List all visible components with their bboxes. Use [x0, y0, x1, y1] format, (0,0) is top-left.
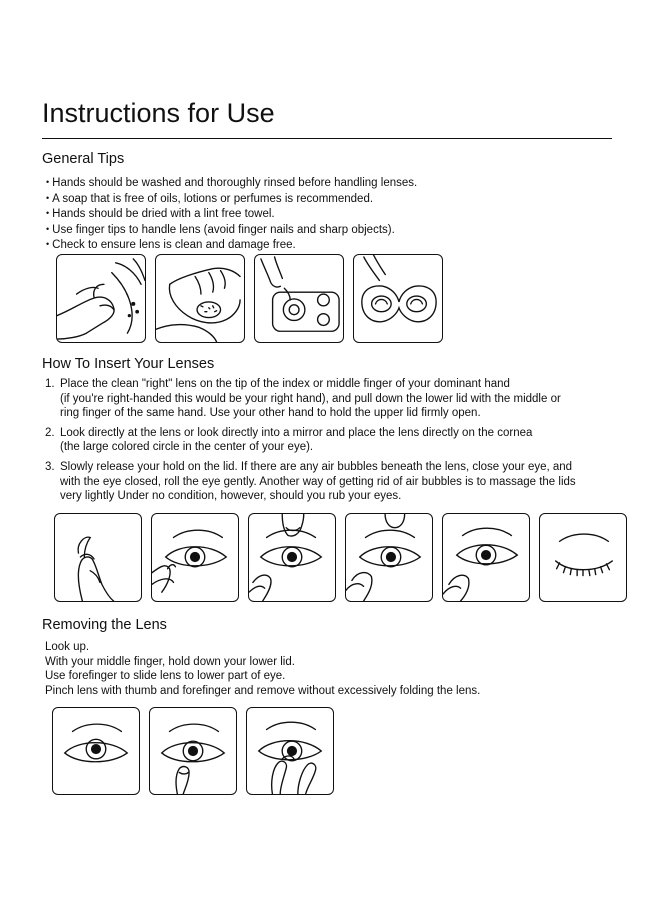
- step-line: (the large colored circle in the center of your eye).: [60, 441, 314, 454]
- insert-step: [45, 377, 615, 421]
- insert-step: [45, 426, 615, 455]
- title-divider: [42, 138, 612, 139]
- removing-illustrations: [52, 707, 343, 795]
- pull-lower-lid-illustration: [149, 707, 237, 795]
- lens-inspection-illustration: [353, 254, 443, 343]
- finger-approaching-eye-illustration: [248, 513, 336, 602]
- soap-hands-illustration: [155, 254, 245, 343]
- tip-item: • Hands should be dried with a lint free towel.: [46, 206, 417, 222]
- removing-line: With your middle finger, hold down your lower lid.: [45, 655, 295, 668]
- insert-illustrations: [54, 513, 636, 602]
- eye-looking-up-illustration: [52, 707, 140, 795]
- step-line: with the eye closed, roll the eye gently. Another way of getting rid of air bubbles is to massage the lids: [60, 475, 576, 488]
- removing-instructions: [45, 640, 480, 698]
- step-line: very lightly Under no condition, however, should you rub your eyes.: [60, 490, 402, 503]
- general-tips-illustrations: [56, 254, 452, 343]
- removing-line: Look up.: [45, 641, 90, 653]
- pinch-lens-illustration: [246, 707, 334, 795]
- eye-with-lens-illustration: [151, 513, 239, 602]
- removing-line: Pinch lens with thumb and forefinger and remove without excessively folding the lens.: [45, 684, 481, 697]
- tip-item: • Hands should be washed and thoroughly rinsed before handling lenses.: [46, 175, 417, 191]
- step-number: 1.: [45, 378, 55, 390]
- lens-on-finger-illustration: [54, 513, 142, 602]
- insert-heading: How To Insert Your Lenses: [42, 356, 215, 372]
- page-title: Instructions for Use: [42, 98, 275, 128]
- general-tips-heading: General Tips: [42, 151, 125, 167]
- tip-item: • Use finger tips to handle lens (avoid finger nails and sharp objects).: [46, 222, 417, 238]
- lens-case-illustration: [254, 254, 344, 343]
- step-line: Slowly release your hold on the lid. If there are any air bubbles beneath the lens, close your eye, and: [60, 460, 573, 473]
- step-line: (if you're right-handed this would be your right hand), and pull down the lower lid with the middle or: [60, 392, 561, 405]
- tip-item: • A soap that is free of oils, lotions or perfumes is recommended.: [46, 191, 417, 207]
- removing-line: Use forefinger to slide lens to lower part of eye.: [45, 670, 286, 683]
- step-number: 3.: [45, 460, 55, 473]
- step-line: Place the clean "right" lens on the tip of the index or middle finger of your dominant hand: [60, 378, 510, 390]
- step-number: 2.: [45, 426, 55, 439]
- closed-eye-illustration: [539, 513, 627, 602]
- lens-placement-illustration: [345, 513, 433, 602]
- step-line: ring finger of the same hand. Use your other hand to hold the upper lid firmly open.: [60, 407, 481, 420]
- insert-steps: [45, 377, 615, 509]
- insert-step: [45, 460, 615, 504]
- removing-heading: Removing the Lens: [42, 617, 167, 633]
- lens-on-eye-illustration: [442, 513, 530, 602]
- tip-item: • Check to ensure lens is clean and damage free.: [46, 237, 417, 253]
- step-line: Look directly at the lens or look directly into a mirror and place the lens directly on the cornea: [60, 426, 533, 439]
- hand-washing-illustration: [56, 254, 146, 343]
- general-tips-list: [46, 175, 417, 253]
